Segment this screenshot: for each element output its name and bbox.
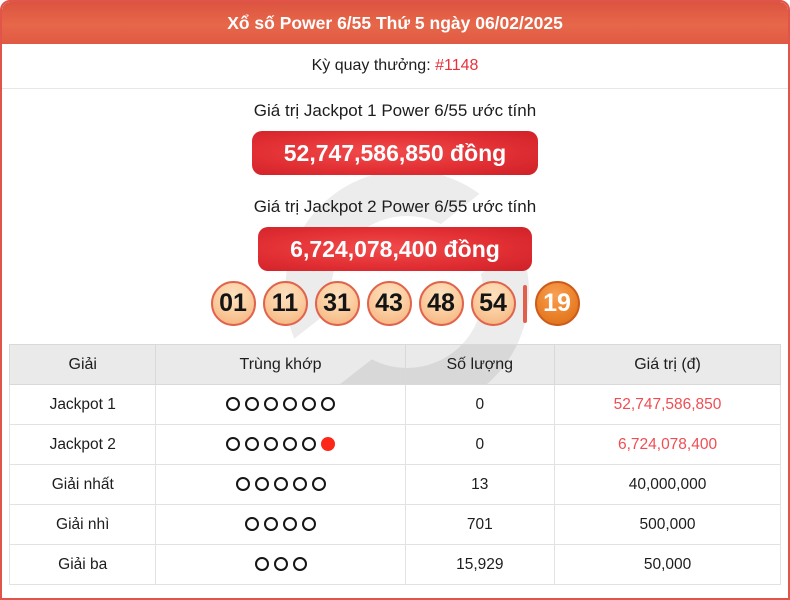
table-row <box>10 505 781 545</box>
prize-cell: Giải ba <box>10 545 156 585</box>
match-circle-icon <box>274 477 288 491</box>
table-row <box>10 425 781 465</box>
match-circle-icon <box>255 557 269 571</box>
value-cell: 40,000,000 <box>555 465 781 505</box>
match-circle-icon <box>264 437 278 451</box>
page-title: Xổ số Power 6/55 Thứ 5 ngày 06/02/2025 <box>2 2 788 44</box>
prize-table <box>9 344 781 585</box>
ball-11: 11 <box>263 281 308 326</box>
special-ball-19: 19 <box>535 281 580 326</box>
match-cell <box>156 425 405 465</box>
jackpot2-value-pill: 6,724,078,400 đồng <box>258 227 532 271</box>
column-header-0: Giải <box>10 345 156 385</box>
prize-cell: Jackpot 2 <box>10 425 156 465</box>
match-circle-icon <box>264 397 278 411</box>
match-circle-icon <box>226 437 240 451</box>
match-circle-icon <box>283 437 297 451</box>
match-circle-icon <box>226 397 240 411</box>
count-cell: 0 <box>405 385 555 425</box>
ball-divider <box>523 285 527 323</box>
prize-cell: Giải nhất <box>10 465 156 505</box>
ball-43: 43 <box>367 281 412 326</box>
match-cell <box>156 545 405 585</box>
match-circle-icon <box>293 477 307 491</box>
match-circle-icon <box>293 557 307 571</box>
value-cell: 52,747,586,850 <box>555 385 781 425</box>
ball-01: 01 <box>211 281 256 326</box>
table-row <box>10 545 781 585</box>
match-circle-icon <box>302 517 316 531</box>
table-row <box>10 465 781 505</box>
draw-info <box>2 44 788 89</box>
value-cell: 6,724,078,400 <box>555 425 781 465</box>
column-header-3: Giá trị (đ) <box>555 345 781 385</box>
table-row <box>10 385 781 425</box>
match-circle-icon <box>245 517 259 531</box>
count-cell: 13 <box>405 465 555 505</box>
match-circle-icon <box>283 397 297 411</box>
prize-cell: Giải nhì <box>10 505 156 545</box>
match-cell <box>156 505 405 545</box>
jackpot1-label: Giá trị Jackpot 1 Power 6/55 ước tính <box>253 101 537 120</box>
value-cell: 500,000 <box>555 505 781 545</box>
jackpot2-label: Giá trị Jackpot 2 Power 6/55 ước tính <box>253 197 537 216</box>
match-circle-icon <box>283 517 297 531</box>
value-cell: 50,000 <box>555 545 781 585</box>
prize-table-header-row <box>10 345 781 385</box>
column-header-1: Trùng khớp <box>156 345 405 385</box>
ball-31: 31 <box>315 281 360 326</box>
jackpot1-value-pill: 52,747,586,850 đồng <box>252 131 538 175</box>
match-cell <box>156 465 405 505</box>
count-cell: 701 <box>405 505 555 545</box>
match-circle-icon <box>302 437 316 451</box>
count-cell: 15,929 <box>405 545 555 585</box>
ball-54: 54 <box>471 281 516 326</box>
match-circle-icon <box>274 557 288 571</box>
winning-numbers <box>2 281 788 326</box>
ball-48: 48 <box>419 281 464 326</box>
match-special-circle-icon <box>321 437 335 451</box>
match-circle-icon <box>312 477 326 491</box>
count-cell: 0 <box>405 425 555 465</box>
prize-cell: Jackpot 1 <box>10 385 156 425</box>
draw-label: Kỳ quay thưởng: <box>311 57 436 74</box>
match-circle-icon <box>255 477 269 491</box>
match-cell <box>156 385 405 425</box>
match-circle-icon <box>245 437 259 451</box>
match-circle-icon <box>321 397 335 411</box>
match-circle-icon <box>302 397 316 411</box>
match-circle-icon <box>264 517 278 531</box>
column-header-2: Số lượng <box>405 345 555 385</box>
match-circle-icon <box>245 397 259 411</box>
match-circle-icon <box>236 477 250 491</box>
draw-number-link[interactable]: #1148 <box>435 57 479 74</box>
